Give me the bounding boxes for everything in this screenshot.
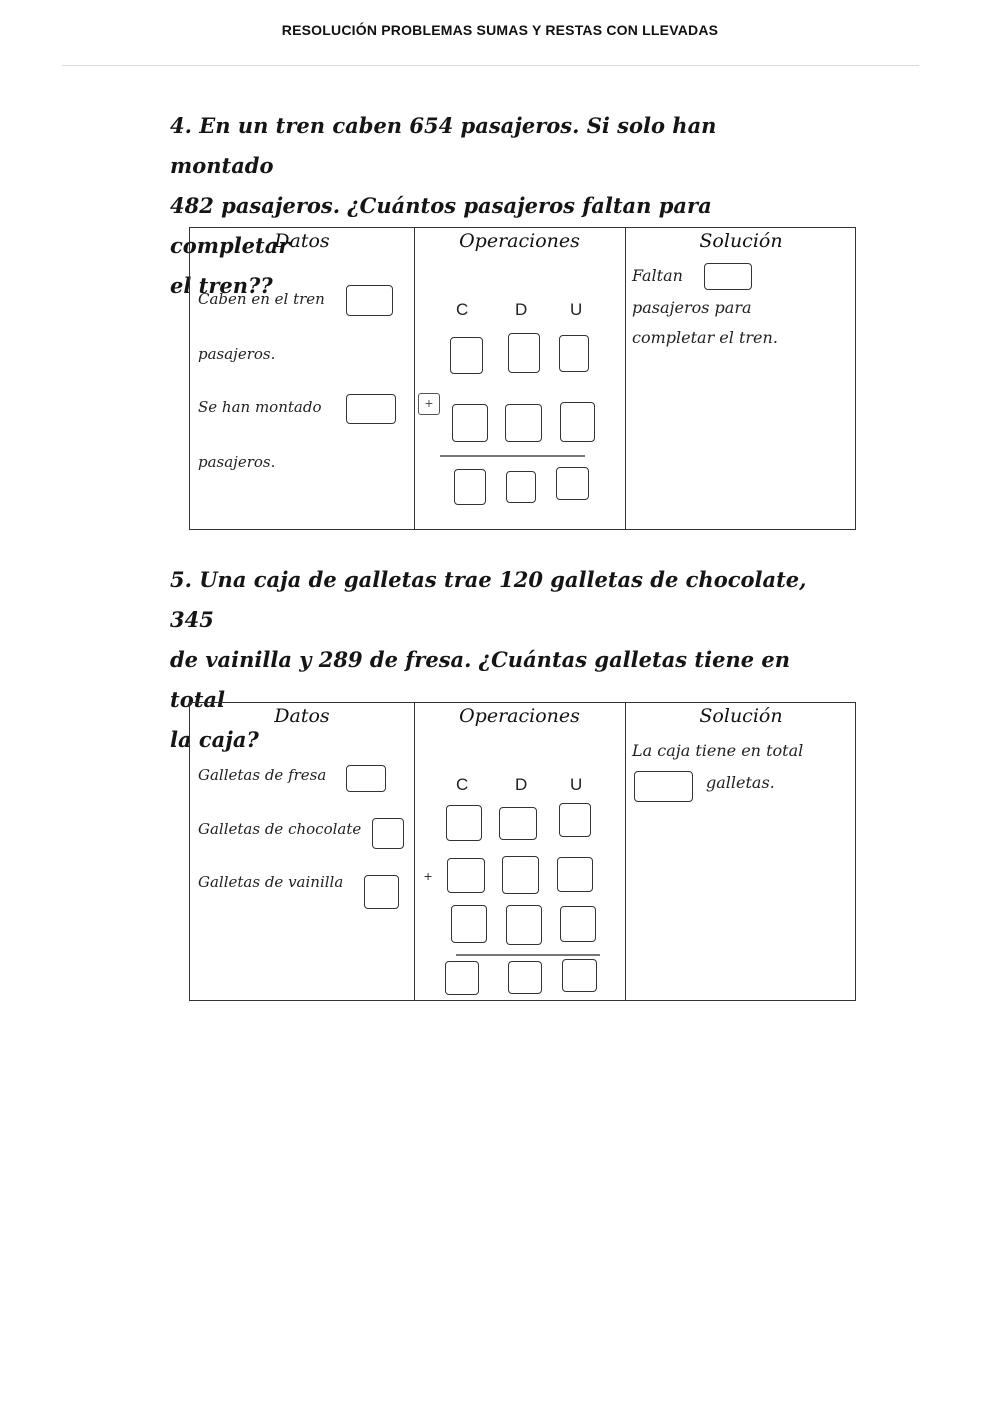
page-header-title: RESOLUCIÓN PROBLEMAS SUMAS Y RESTAS CON LLEVADAS (281, 22, 719, 38)
problem-4-line-1: 4. En un tren caben 654 pasajeros. Si solo han montado (170, 113, 717, 178)
digit-box[interactable] (559, 335, 589, 372)
solucion-line-2: pasajeros para (632, 298, 752, 317)
digit-box[interactable] (502, 856, 539, 894)
problem-4-table (189, 227, 856, 530)
solucion-heading: Solución (699, 230, 783, 252)
digit-box[interactable] (450, 337, 483, 374)
problem-5-line-1: 5. Una caja de galletas trae 120 galletas de chocolate, 345 (170, 567, 807, 632)
datos-chocolate-label: Galletas de chocolate (198, 820, 362, 838)
digit-box[interactable] (445, 961, 479, 995)
digit-box[interactable] (454, 469, 486, 505)
problem-4-line-3: el tren?? (170, 273, 273, 298)
column-divider (625, 228, 626, 529)
digit-box[interactable] (451, 905, 487, 943)
problem-5-table (189, 702, 856, 1001)
place-label-decenas: D (515, 300, 528, 319)
problem-5-line-2: de vainilla y 289 de fresa. ¿Cuántas galletas tiene en total (170, 647, 791, 712)
digit-box[interactable] (506, 471, 536, 503)
digit-box[interactable] (505, 404, 542, 442)
place-label-unidades: U (570, 300, 583, 319)
digit-box[interactable] (557, 857, 593, 892)
vainilla-answer-box[interactable] (364, 875, 399, 909)
place-label-decenas: D (515, 775, 528, 794)
solucion-line-3: completar el tren. (632, 328, 778, 347)
datos-caben-suffix: pasajeros. (198, 345, 276, 363)
solucion-galletas-label: galletas. (706, 773, 775, 792)
digit-box[interactable] (506, 905, 542, 945)
place-label-centenas: C (456, 300, 469, 319)
chocolate-answer-box[interactable] (372, 818, 404, 849)
datos-montado-label: Se han montado (198, 398, 322, 416)
operaciones-heading: Operaciones (459, 705, 580, 727)
place-label-centenas: C (456, 775, 469, 794)
sum-line (440, 455, 585, 457)
digit-box[interactable] (508, 333, 540, 373)
solucion-faltan: Faltan (632, 266, 683, 285)
datos-heading: Datos (274, 230, 330, 252)
digit-box[interactable] (499, 807, 537, 840)
problem-5-line-3: la caja? (170, 727, 259, 752)
column-divider (414, 228, 415, 529)
plus-sign-icon: + (424, 868, 433, 884)
solucion-answer-box[interactable] (704, 263, 752, 290)
place-label-unidades: U (570, 775, 583, 794)
header-divider (62, 65, 919, 66)
plus-sign-icon: + (418, 393, 440, 415)
datos-heading: Datos (274, 705, 330, 727)
problem-4-line-2: 482 pasajeros. ¿Cuántos pasajeros faltan para completar (170, 193, 712, 258)
digit-box[interactable] (452, 404, 488, 442)
solucion-line-1: La caja tiene en total (632, 741, 804, 760)
datos-montado-suffix: pasajeros. (198, 453, 276, 471)
fresa-answer-box[interactable] (346, 765, 386, 792)
digit-box[interactable] (556, 467, 589, 500)
digit-box[interactable] (447, 858, 485, 893)
sum-line (456, 954, 600, 956)
operaciones-heading: Operaciones (459, 230, 580, 252)
datos-vainilla-label: Galletas de vainilla (198, 873, 344, 891)
column-divider (414, 703, 415, 1000)
digit-box[interactable] (560, 906, 596, 942)
digit-box[interactable] (560, 402, 595, 442)
solucion-heading: Solución (699, 705, 783, 727)
digit-box[interactable] (562, 959, 597, 992)
digit-box[interactable] (559, 803, 591, 837)
datos-caben-label: Caben en el tren (198, 290, 325, 308)
solucion-answer-box[interactable] (634, 771, 693, 802)
column-divider (625, 703, 626, 1000)
digit-box[interactable] (446, 805, 482, 841)
caben-answer-box[interactable] (346, 285, 393, 316)
datos-fresa-label: Galletas de fresa (198, 766, 327, 784)
digit-box[interactable] (508, 961, 542, 994)
montado-answer-box[interactable] (346, 394, 396, 424)
